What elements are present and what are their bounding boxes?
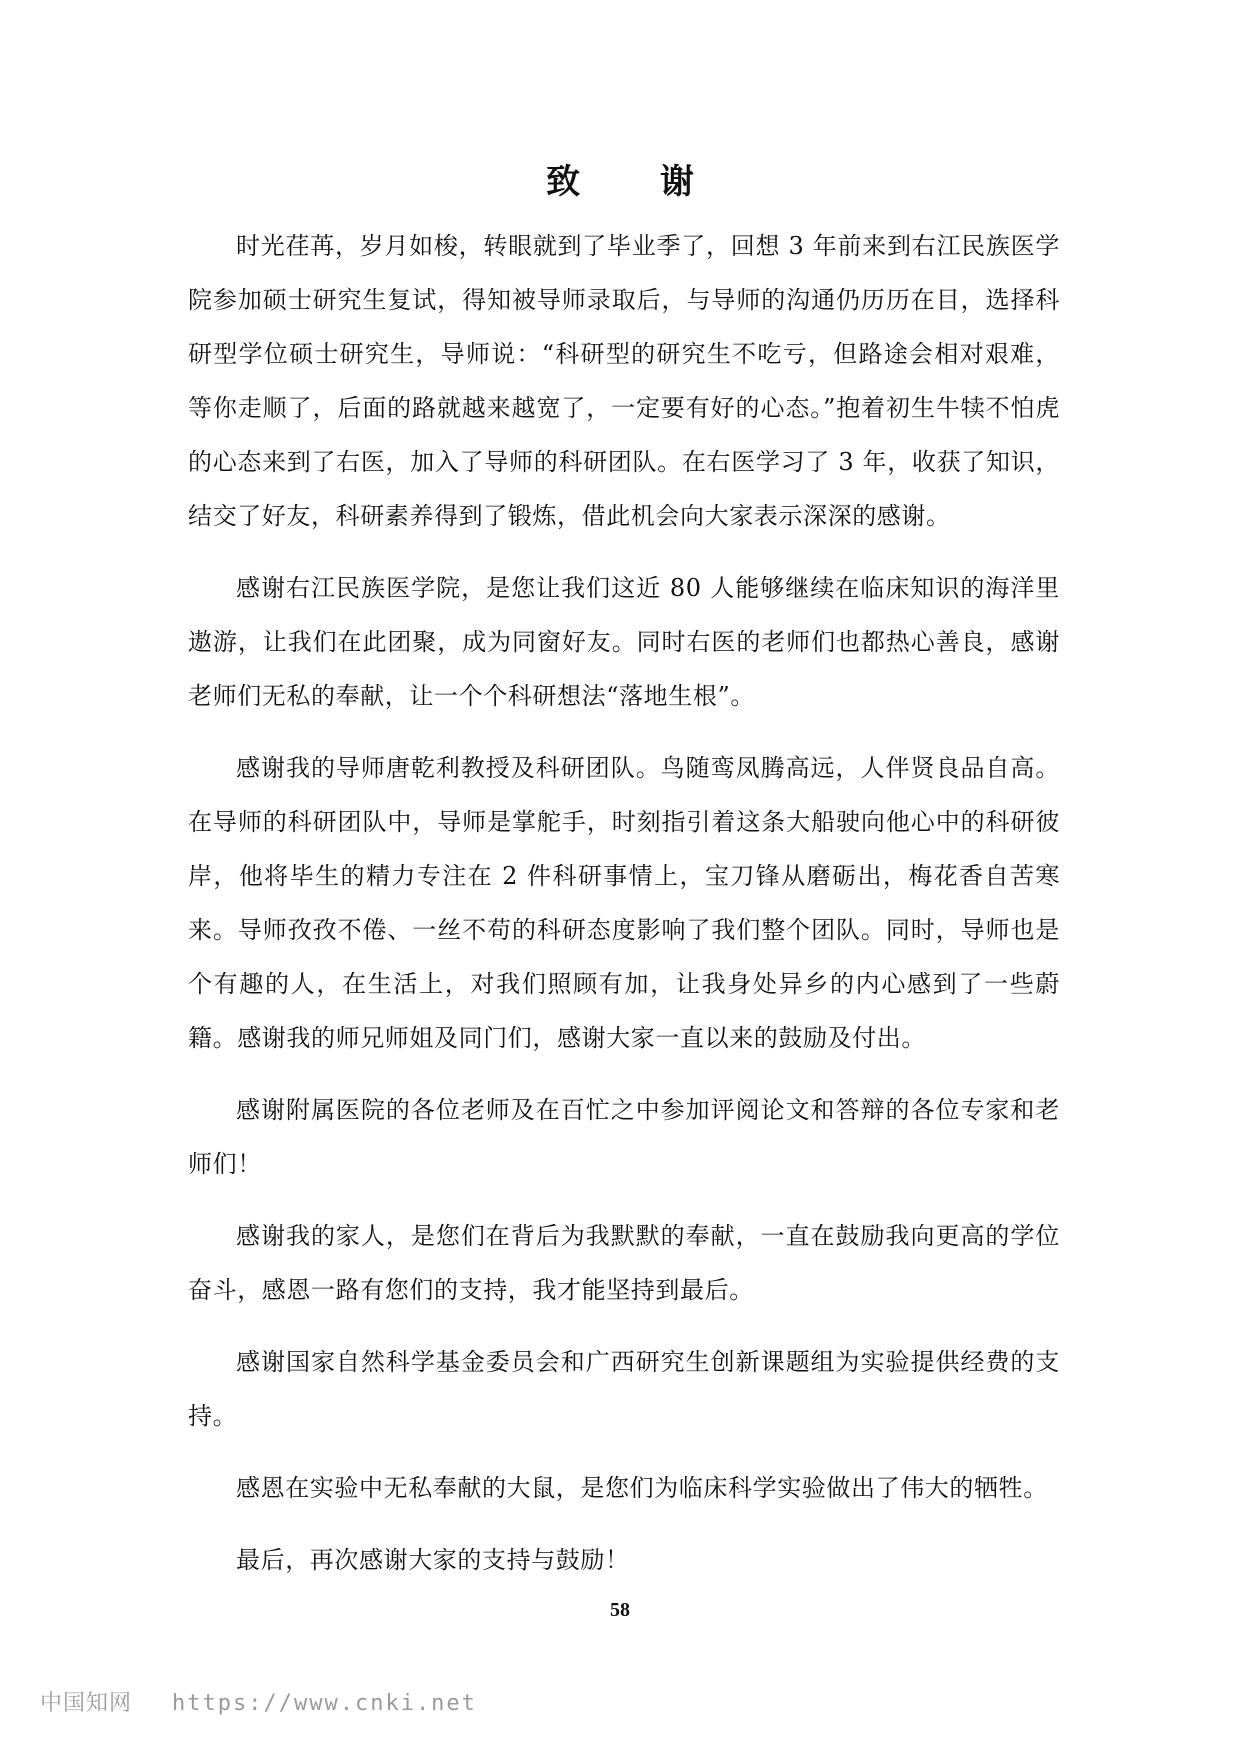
paragraph: 感谢我的导师唐乾利教授及科研团队。鸟随鸾凤腾高远，人伴贤良品自高。在导师的科研团队中，导师是掌舵手，时刻指引着这条大船驶向他心中的科研彼岸，他将毕生的精力专注在 2 件科研事情上，宝刀锋从磨砺出，梅花香自苦寒来。导师孜孜不倦、一丝不苟的科研态度影响了我们整个团队。同时，导师也是个有趣的人，在生活上，对我们照顾有加，让我身处异乡的内心感到了一些蔚籍。感谢我的师兄师姐及同门们，感谢大家一直以来的鼓励及付出。 [188, 754, 1060, 1052]
paragraph: 最后，再次感谢大家的支持与鼓励！ [236, 1546, 630, 1574]
paragraph: 感谢国家自然科学基金委员会和广西研究生创新课题组为实验提供经费的支持。 [188, 1348, 1060, 1430]
acknowledgement-body [188, 219, 1060, 1605]
paragraph: 感谢附属医院的各位老师及在百忙之中参加评阅论文和答辩的各位专家和老师们！ [188, 1096, 1060, 1178]
watermark-url: https://www.cnki.net [172, 1691, 477, 1716]
paragraph: 感恩在实验中无私奉献的大鼠，是您们为临床科学实验做出了伟大的牺牲。 [236, 1474, 1048, 1502]
page-number: 58 [610, 1599, 630, 1621]
page-title: 致 谢 [546, 162, 728, 202]
paragraph: 时光荏苒，岁月如梭，转眼就到了毕业季了，回想 3 年前来到右江民族医学院参加硕士研究生复试，得知被导师录取后，与导师的沟通仍历历在目，选择科研型学位硕士研究生，导师说：“科研型的研究生不吃亏，但路途会相对艰难，等你走顺了，后面的路就越来越宽了，一定要有好的心态。”抱着初生牛犊不怕虎的心态来到了右医，加入了导师的科研团队。在右医学习了 3 年，收获了知识，结交了好友，科研素养得到了锻炼，借此机会向大家表示深深的感谢。 [188, 232, 1060, 530]
paragraph: 感谢我的家人，是您们在背后为我默默的奉献，一直在鼓励我向更高的学位奋斗，感恩一路有您们的支持，我才能坚持到最后。 [188, 1222, 1060, 1304]
watermark [40, 1686, 477, 1717]
watermark-brand: 中国知网 [40, 1691, 133, 1716]
paragraph: 感谢右江民族医学院，是您让我们这近 80 人能够继续在临床知识的海洋里遨游，让我们在此团聚，成为同窗好友。同时右医的老师们也都热心善良，感谢老师们无私的奉献，让一个个科研想法“落地生根”。 [188, 574, 1060, 710]
